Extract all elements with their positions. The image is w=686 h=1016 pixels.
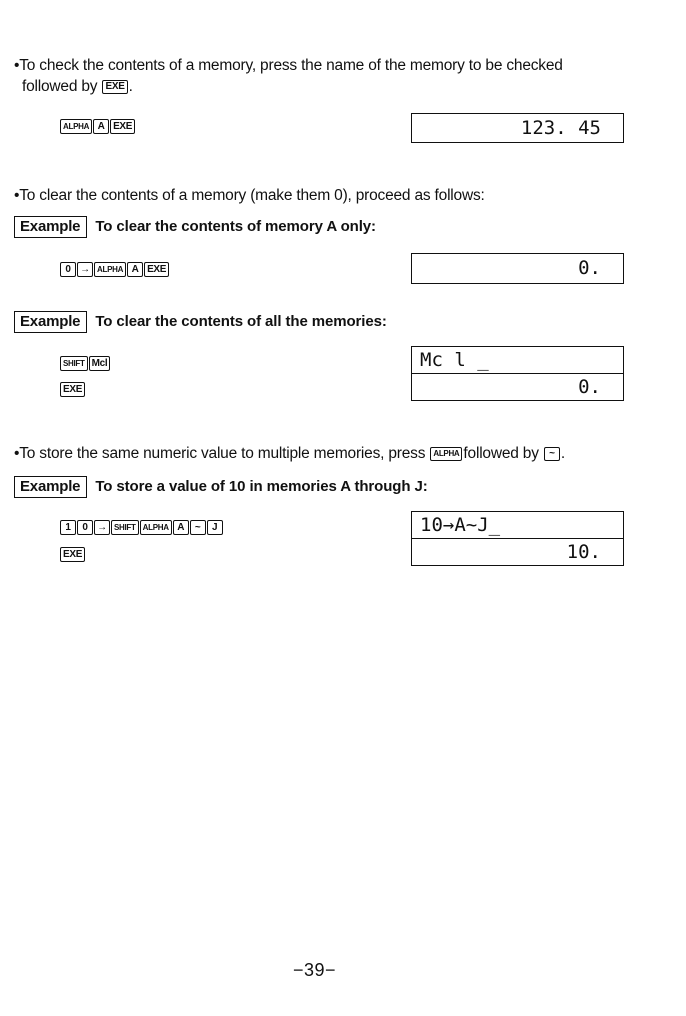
example-label: Example [14,216,87,238]
calculator-display [411,511,624,566]
a-key: A [127,262,143,277]
a-key: A [93,119,109,134]
display-line-1: 10→A~J_ [420,514,501,536]
display-value: 0. [578,257,601,279]
key-sequence [60,262,169,277]
arrow-key: → [77,262,93,277]
instruction-text: To check the contents of a memory, press the name of the memory to be checked [19,57,563,74]
example-label: Example [14,476,87,498]
tilde-key: ~ [190,520,206,535]
punctuation: . [128,78,133,95]
a-key: A [173,520,189,535]
key-sequence [60,547,85,562]
alpha-key: ALPHA [430,447,462,461]
exe-key: EXE [144,262,169,277]
one-key: 1 [60,520,76,535]
zero-key: 0 [60,262,76,277]
bullet: • [14,187,20,204]
example-title: To clear the contents of all the memories: [95,313,387,330]
example-heading [14,476,428,498]
store-memory-instruction [14,443,674,464]
arrow-key: → [94,520,110,535]
display-line-1: Mc l _ [420,349,489,371]
bullet: • [14,445,20,462]
display-line-2: 0. [412,373,623,400]
bullet: • [14,57,20,74]
key-sequence [60,119,135,134]
example-heading [14,311,387,333]
shift-key: SHIFT [60,356,88,371]
exe-key: EXE [60,382,85,397]
example-title: To clear the contents of memory A only: [95,218,376,235]
exe-key: EXE [60,547,85,562]
exe-key: EXE [102,80,127,94]
instruction-text: followed by [463,445,539,462]
calculator-display [411,113,624,143]
instruction-text: To store the same numeric value to multiple memories, press [19,445,426,462]
calculator-display [411,346,624,401]
punctuation: . [560,445,565,462]
instruction-text: followed by [22,78,98,95]
exe-key: EXE [110,119,135,134]
display-value: 123. 45 [520,117,601,139]
mcl-key: Mcl [89,356,111,371]
alpha-key: ALPHA [140,520,172,535]
key-sequence [60,520,223,535]
check-memory-instruction [14,55,654,97]
j-key: J [207,520,223,535]
clear-memory-instruction [14,185,654,206]
page-number: −39− [292,960,337,980]
key-sequence [60,356,110,371]
example-heading [14,216,376,238]
example-title: To store a value of 10 in memories A through J: [95,478,428,495]
display-line-2: 10. [412,538,623,565]
alpha-key: ALPHA [94,262,126,277]
shift-key: SHIFT [111,520,139,535]
calculator-display [411,253,624,284]
alpha-key: ALPHA [60,119,92,134]
instruction-text: To clear the contents of a memory (make them 0), proceed as follows: [19,187,485,204]
key-sequence [60,382,85,397]
example-label: Example [14,311,87,333]
tilde-key: ~ [544,447,560,461]
zero-key: 0 [77,520,93,535]
